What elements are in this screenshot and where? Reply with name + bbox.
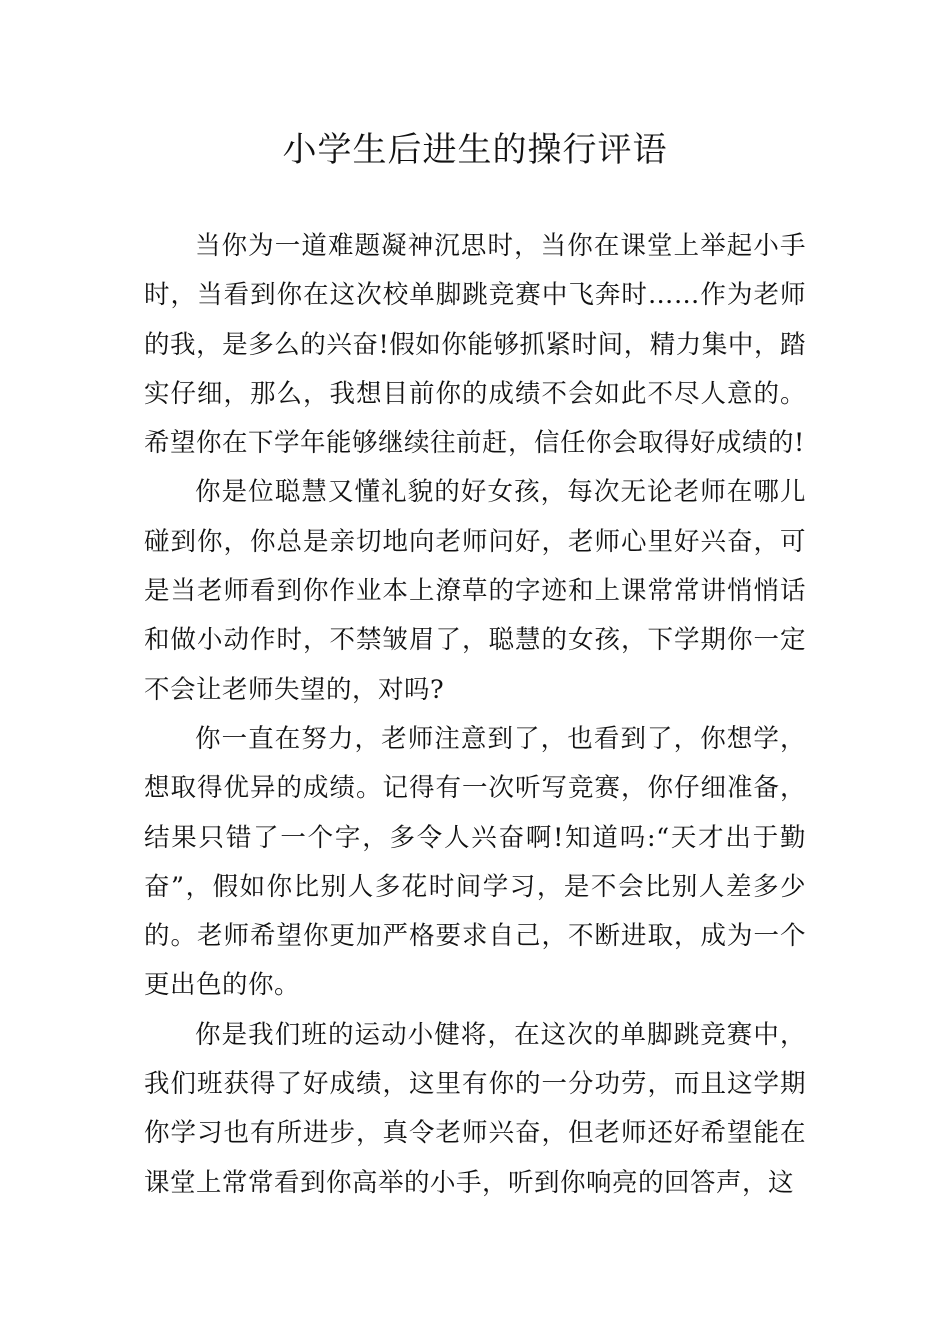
paragraph-3: 你一直在努力，老师注意到了，也看到了，你想学，想取得优异的成绩。记得有一次听写竞赛，你仔细准备，结果只错了一个字，多令人兴奋啊!知道吗:“天才出于勤奋”，假如你比别人多花时间学习，是不会比别人差多少的。老师希望你更加严格要求自己，不断进取，成为一个更出色的你。	[144, 723, 806, 1001]
paragraph-1: 当你为一道难题凝神沉思时，当你在课堂上举起小手时，当看到你在这次校单脚跳竞赛中飞奔时……作为老师的我，是多么的兴奋!假如你能够抓紧时间，精力集中，踏实仔细，那么，我想目前你的成绩不会如此不尽人意的。希望你在下学年能够继续往前赶，信任你会取得好成绩的!	[144, 231, 806, 459]
document-body	[144, 222, 806, 1208]
paragraph-2: 你是位聪慧又懂礼貌的好女孩，每次无论老师在哪儿碰到你，你总是亲切地向老师问好，老师心里好兴奋，可是当老师看到你作业本上潦草的字迹和上课常常讲悄悄话和做小动作时，不禁皱眉了，聪慧的女孩，下学期你一定不会让老师失望的，对吗?	[144, 477, 806, 705]
document-title: 小学生后进生的操行评语	[282, 130, 668, 170]
paragraph-4: 你是我们班的运动小健将，在这次的单脚跳竞赛中，我们班获得了好成绩，这里有你的一分功劳，而且这学期你学习也有所进步，真令老师兴奋，但老师还好希望能在课堂上常常看到你高举的小手，听到你响亮的回答声，这	[144, 1019, 806, 1198]
